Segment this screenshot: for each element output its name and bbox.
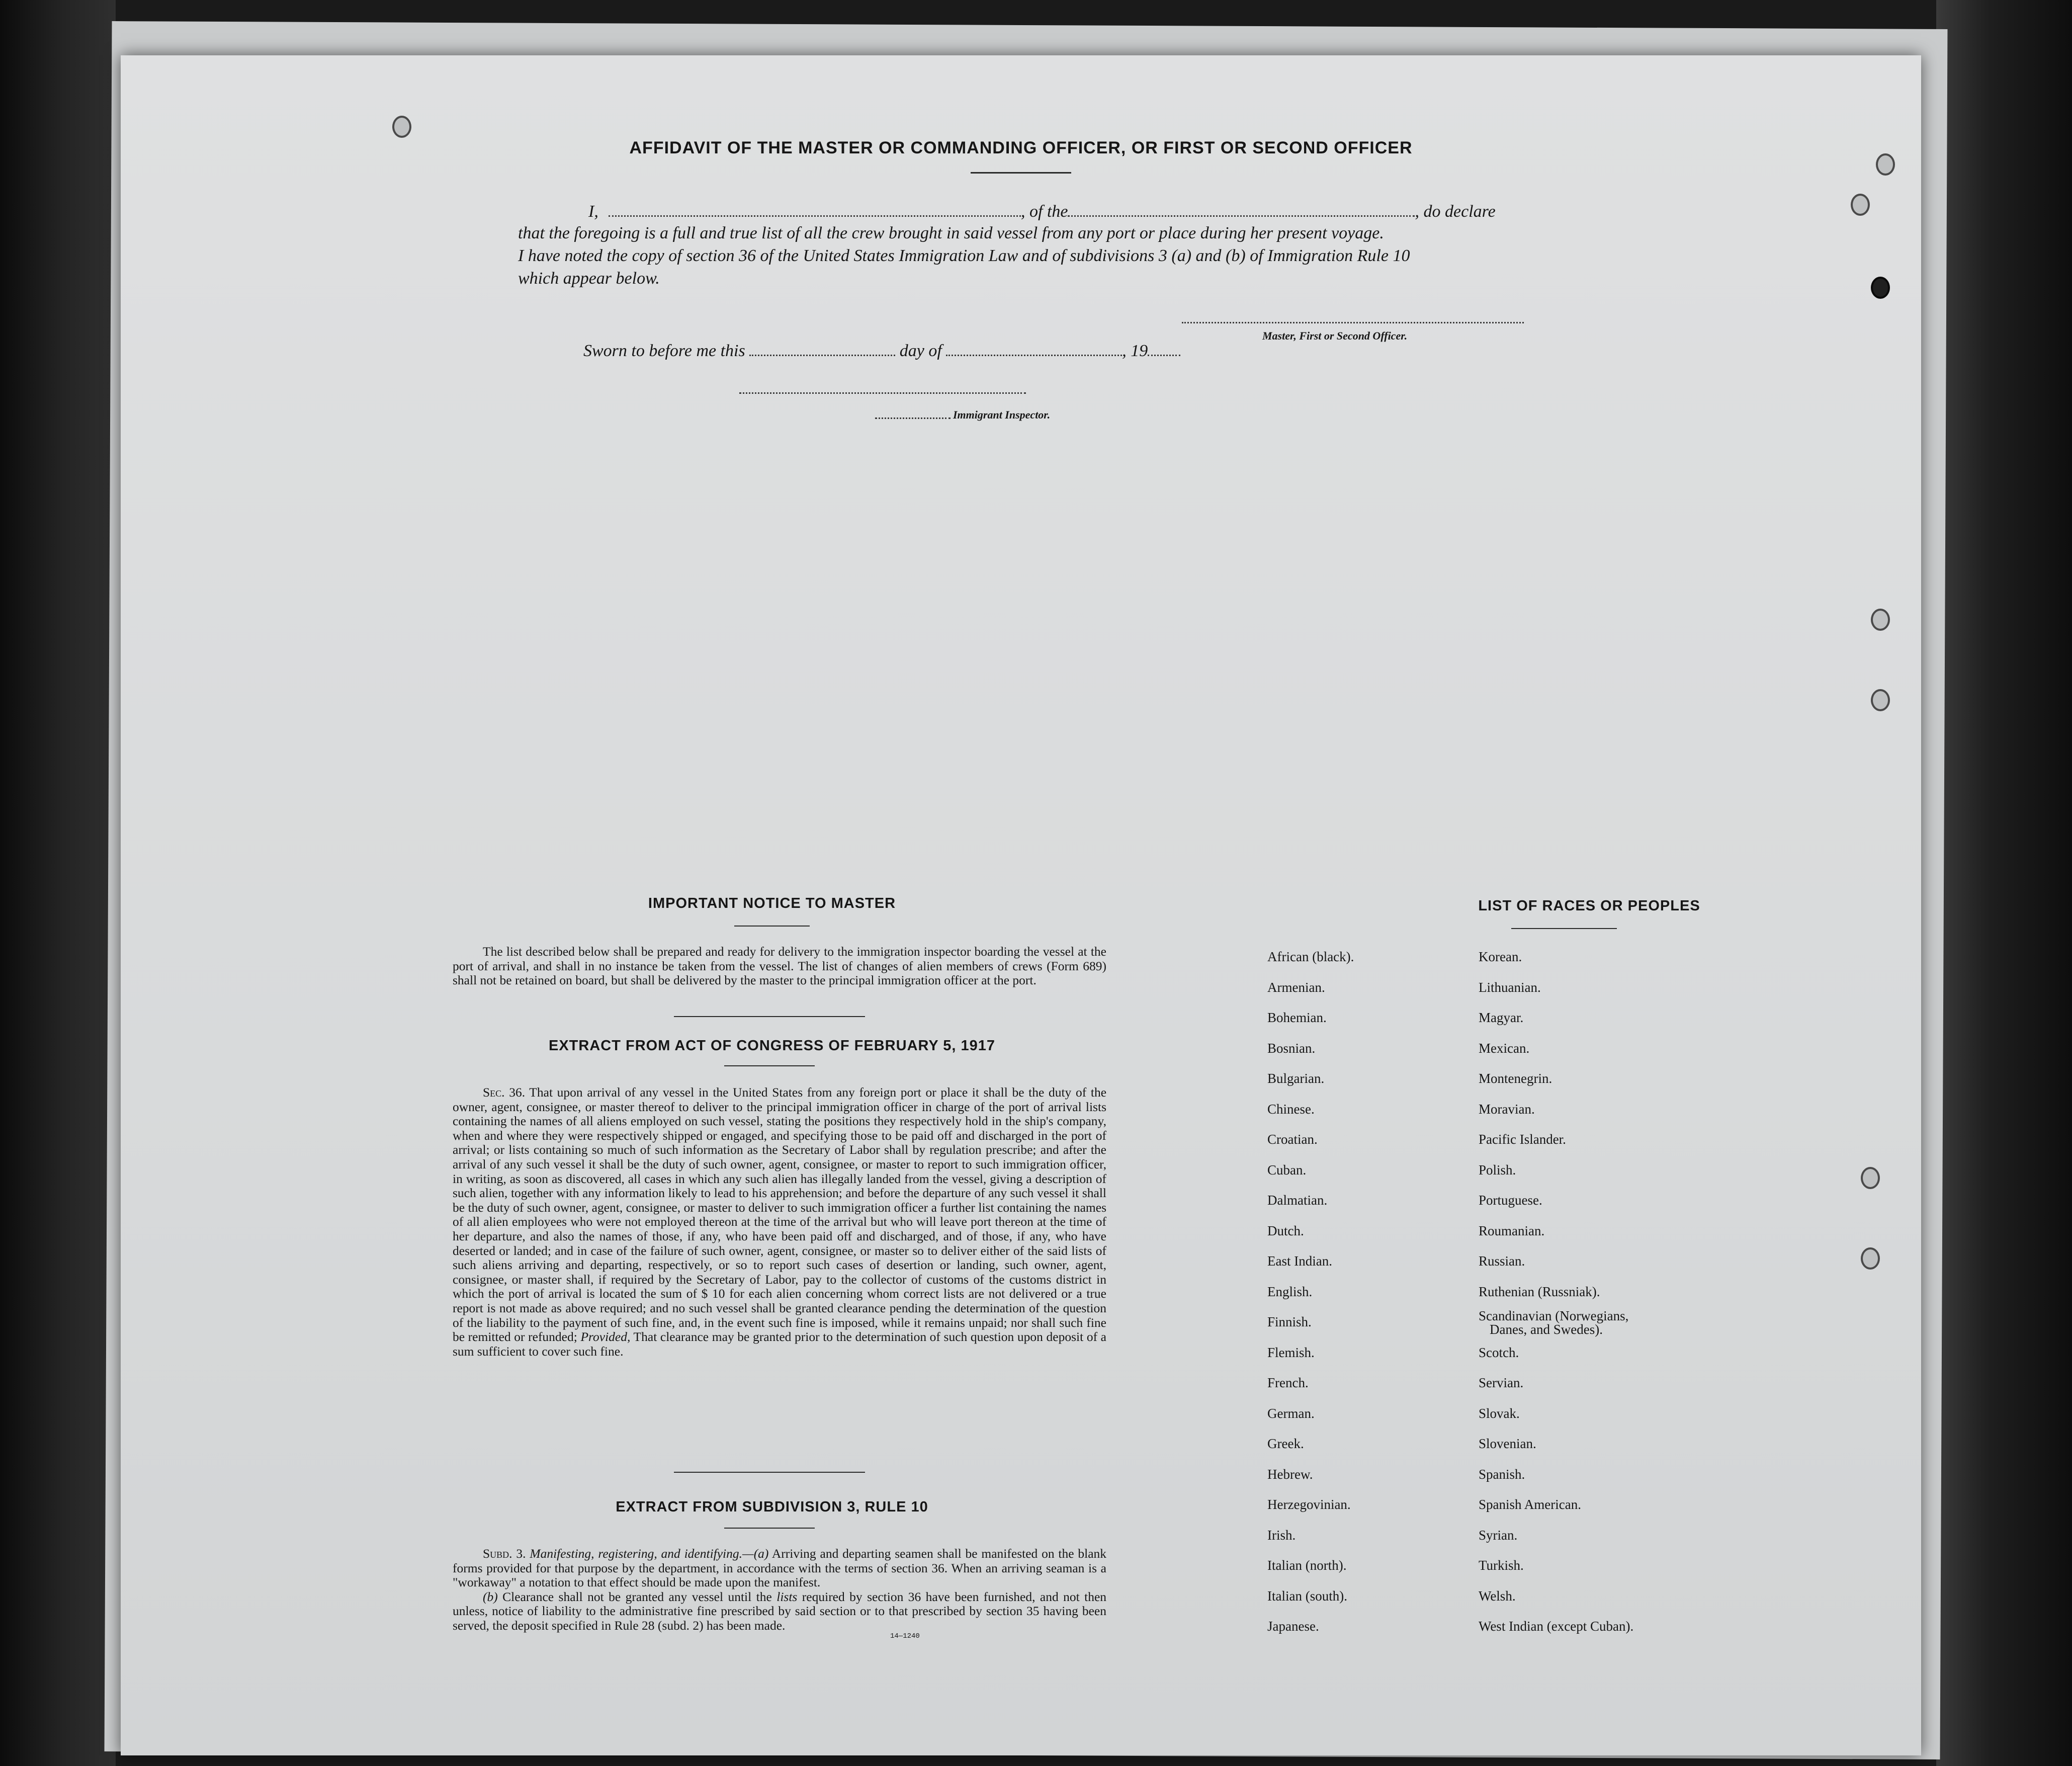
document-page: [121, 55, 1921, 1755]
affidavit-line-1: I, , of the , do declare: [588, 200, 1496, 222]
list-item: Moravian.: [1479, 1101, 1535, 1117]
affidavit-line-3: I have noted the copy of section 36 of the United States Immigration Law and of subdivisions 3 (a) and (b) of Immigration Rule 10: [518, 246, 1410, 265]
list-item: Cuban.: [1267, 1162, 1307, 1178]
races-column-1: [1267, 942, 1354, 1642]
right-page-edge: [1936, 0, 2072, 1766]
list-item: Croatian.: [1267, 1132, 1318, 1147]
list-item: Bulgarian.: [1267, 1071, 1325, 1086]
extract-rule-title: EXTRACT FROM SUBDIVISION 3, RULE 10: [616, 1499, 928, 1515]
list-item: Danes, and Swedes).: [1490, 1322, 1603, 1337]
extract-act-title: EXTRACT FROM ACT OF CONGRESS OF FEBRUARY 5, 1917: [548, 1038, 996, 1054]
list-item: German.: [1267, 1405, 1315, 1421]
punch-hole-icon: [1861, 1247, 1880, 1270]
divider: [674, 1472, 865, 1473]
rule-10-text: Subd. 3. Manifesting, registering, and identifying.—(a) Arriving and departing seamen shall be manifested on the blank forms provided for that purpose by the department, in accordance with the terms of section 36. When an arriving seaman is a "workaway" a notation to that effect should be made upon the manifest. (b) Clearance shall not be granted any vessel until the lists required by section 36 have been furnished, and not then unless, notice of liability to the administrative fine prescribed by said section or to that prescribed by section 35 having been served, the deposit specified in Rule 28 (subd. 2) has been made.: [453, 1546, 1107, 1633]
list-item: Hebrew.: [1267, 1466, 1313, 1482]
divider: [734, 926, 810, 927]
list-item: Dalmatian.: [1267, 1193, 1328, 1208]
list-item: Magyar.: [1479, 1010, 1524, 1025]
sworn-line: Sworn to before me this day of , 19: [583, 340, 1180, 362]
section-36-text: Sec. 36. That upon arrival of any vessel in the United States from any foreign port or place it shall be the duty of the owner, agent, consignee, or master thereof to deliver to the principal immigration officer in charge of the port of arrival lists containing the names of all aliens employed on such vessel, stating the positions they respectively hold in the ship's company, when and where they were respectively shipped or engaged, and specifying those to be paid off and discharged in the port of arrival; or lists containing so much of such information as the Secretary of Labor shall by regulation prescribe; and after the arrival of any such vessel it shall be the duty of such owner, agent, consignee, or master to report to such immigration officer, in writing, as soon as discovered, all cases in which any such alien has illegally landed from the vessel, giving a description of such alien, together with any information likely to lead to his apprehension; and before the departure of any such vessel it shall be the duty of such owner, agent, consignee, or master to deliver to such immigration officer a further list containing the names of all alien employees who were not employed thereon at the time of the arrival but who will leave port thereon at the time of her departure, and also the names of those, if any, who have been paid off and discharged, and of those, if any, who have deserted or landed; and in case of the failure of such owner, agent, consignee, or master so to deliver either of the said lists of such aliens arriving and departing, respectively, or so to report such cases of desertion or landing, such owner, agent, consignee, or master shall, if required by the Secretary of Labor, pay to the collector of customs of the customs district in which the port of arrival is located the sum of $ 10 for each alien concerning whom correct lists are not delivered or a true report is not made as above required; and no such vessel shall be granted clearance pending the determination of the question of the liability to the payment of such fine, and, in the event such fine is imposed, while it remains unpaid; nor shall such fine be remitted or refunded; Provided, That clearance may be granted prior to the determination of such question upon deposit of a sum sufficient to cover such fine.: [453, 1085, 1107, 1359]
list-item: Slovak.: [1479, 1405, 1520, 1421]
binder-edge: [0, 0, 116, 1766]
list-item: French.: [1267, 1375, 1309, 1390]
list-item: Japanese.: [1267, 1619, 1319, 1634]
punch-hole-icon: [392, 116, 411, 138]
punch-hole-icon: [1871, 689, 1890, 711]
list-item: Armenian.: [1267, 979, 1325, 995]
list-item: Spanish American.: [1479, 1497, 1581, 1512]
divider: [674, 1016, 865, 1017]
races-column-2: [1479, 942, 1633, 1642]
divider: [1511, 928, 1617, 929]
list-item: Scandinavian (Norwegians,: [1479, 1308, 1629, 1323]
list-item: Finnish.: [1267, 1314, 1312, 1329]
affidavit-line-4: which appear below.: [518, 269, 660, 288]
inspector-caption: Immigrant Inspector.: [953, 408, 1051, 421]
list-item: West Indian (except Cuban).: [1479, 1619, 1634, 1634]
divider: [971, 172, 1071, 174]
list-item: Greek.: [1267, 1436, 1304, 1451]
affidavit-line-2: that the foregoing is a full and true list of all the crew brought in said vessel from any port or place during her present voyage.: [518, 224, 1384, 242]
list-item: Dutch.: [1267, 1223, 1304, 1238]
list-item: East Indian.: [1267, 1253, 1332, 1269]
races-title: LIST OF RACES OR PEOPLES: [1478, 898, 1700, 914]
divider: [724, 1065, 815, 1066]
list-item: Scotch.: [1479, 1344, 1519, 1360]
list-item: Roumanian.: [1479, 1223, 1545, 1238]
punch-hole-icon: [1871, 277, 1890, 299]
list-item: Slovenian.: [1479, 1436, 1536, 1451]
list-item: Pacific Islander.: [1479, 1132, 1566, 1147]
list-item: Italian (north).: [1267, 1558, 1347, 1573]
list-item: Chinese.: [1267, 1101, 1315, 1117]
list-item: Italian (south).: [1267, 1588, 1347, 1604]
signature-line: [1182, 307, 1524, 323]
inspector-signature-line: [739, 377, 1026, 394]
notice-text: The list described below shall be prepared and ready for delivery to the immigration inspector boarding the vessel at the port of arrival, and shall in no instance be taken from the vessel. The list of changes of alien members of crews (Form 689) shall not be retained on board, but shall be delivered by the master to the principal immigration officer at the port.: [453, 944, 1106, 988]
list-item: Servian.: [1479, 1375, 1524, 1390]
list-item: Montenegrin.: [1479, 1071, 1552, 1086]
list-item: African (black).: [1267, 949, 1354, 964]
list-item: Flemish.: [1267, 1344, 1315, 1360]
list-item: Welsh.: [1479, 1588, 1516, 1604]
list-item: Mexican.: [1479, 1040, 1530, 1056]
list-item: Korean.: [1479, 949, 1522, 964]
list-item: Herzegovinian.: [1267, 1497, 1351, 1512]
list-item: Irish.: [1267, 1527, 1296, 1543]
list-item: Portuguese.: [1479, 1193, 1542, 1208]
list-item: English.: [1267, 1284, 1313, 1299]
list-item: Ruthenian (Russniak).: [1479, 1284, 1600, 1299]
punch-hole-icon: [1861, 1167, 1880, 1189]
list-item: Russian.: [1479, 1253, 1525, 1269]
form-number: 14—1240: [890, 1632, 920, 1640]
notice-title: IMPORTANT NOTICE TO MASTER: [648, 895, 896, 911]
divider: [724, 1528, 815, 1529]
list-item: Bosnian.: [1267, 1040, 1316, 1056]
list-item: Lithuanian.: [1479, 979, 1541, 995]
inspector-dotline: [875, 402, 951, 419]
list-item: Turkish.: [1479, 1558, 1524, 1573]
list-item: Bohemian.: [1267, 1010, 1327, 1025]
list-item: Polish.: [1479, 1162, 1516, 1178]
punch-hole-icon: [1871, 609, 1890, 631]
list-item: Spanish.: [1479, 1466, 1525, 1482]
affidavit-title: AFFIDAVIT OF THE MASTER OR COMMANDING OFFICER, OR FIRST OR SECOND OFFICER: [629, 138, 1413, 157]
punch-hole-icon: [1851, 194, 1870, 216]
signature-caption: Master, First or Second Officer.: [1262, 329, 1408, 342]
list-item: Syrian.: [1479, 1527, 1518, 1543]
